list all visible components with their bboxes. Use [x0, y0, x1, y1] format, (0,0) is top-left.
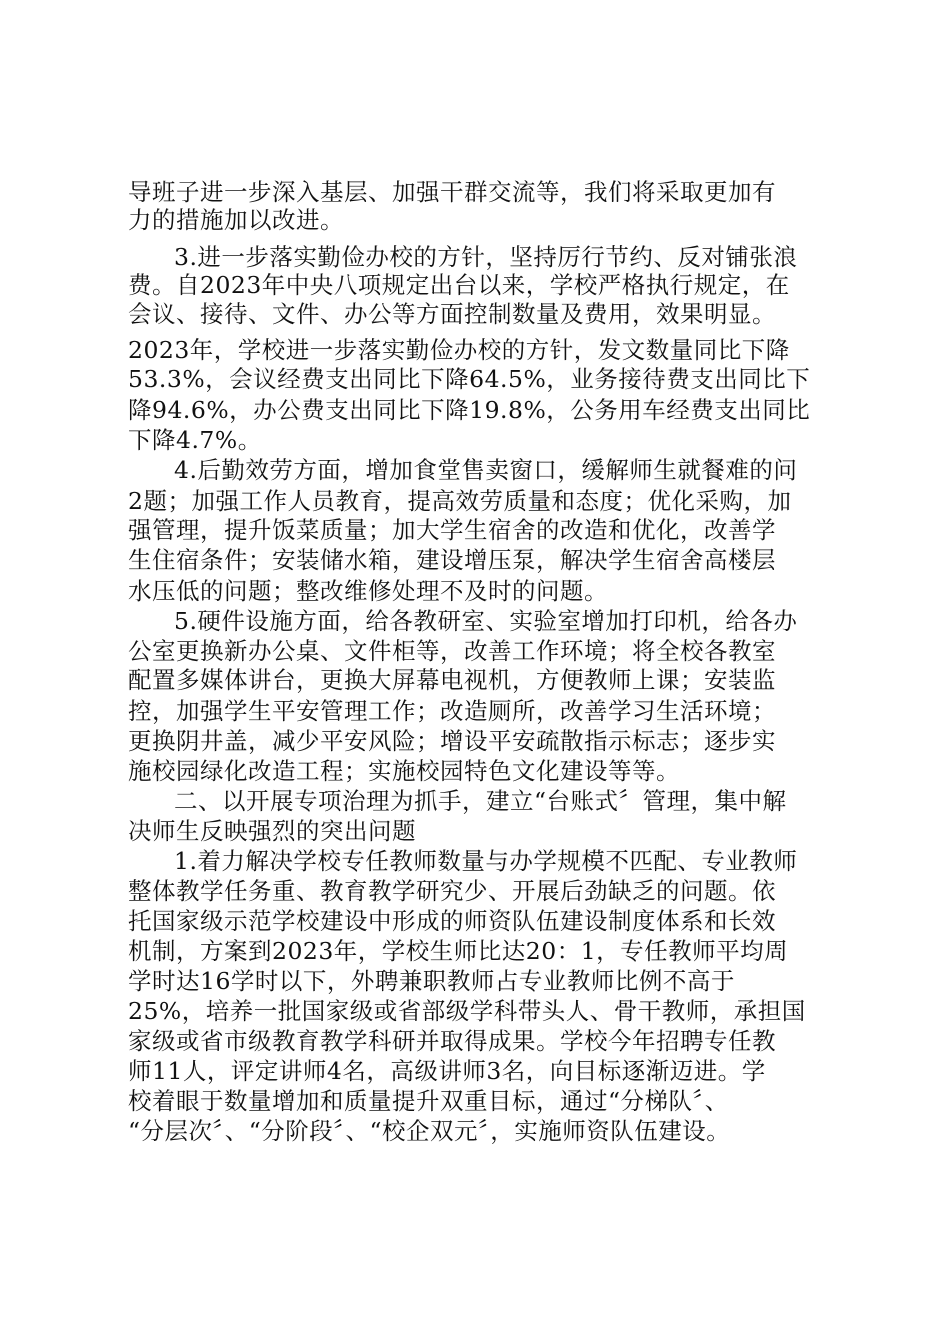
text-line: 3.进一步落实勤俭办校的方针，坚持厉行节约、反对铺张浪 — [174, 243, 798, 271]
text-line: 校着眼于数量增加和质量提升双重目标，通过“分梯队〞、 — [128, 1087, 729, 1115]
text-line: 学时达16学时以下，外聘兼职教师占专业教师比例不高于 — [128, 967, 735, 995]
text-line: 家级或省市级教育教学科研并取得成果。学校今年招聘专任教 — [128, 1027, 776, 1055]
text-line: 生住宿条件；安装储水箱，建设增压泵，解决学生宿舍高楼层 — [128, 546, 776, 574]
text-line: 机制，方案到2023年，学校生师比达20：1，专任教师平均周 — [128, 937, 789, 965]
text-line: 5.硬件设施方面，给各教研室、实验室增加打印机，给各办 — [174, 607, 798, 635]
text-line: 下降4.7%。 — [128, 426, 262, 454]
text-line: 2题；加强工作人员教育，提高效劳质量和态度；优化采购，加 — [128, 487, 792, 515]
text-line: 施校园绿化改造工程；实施校园特色文化建设等等。 — [128, 757, 680, 785]
text-line: 会议、接待、文件、办公等方面控制数量及费用，效果明显。 — [128, 300, 776, 328]
text-line: 4.后勤效劳方面，增加食堂售卖窗口，缓解师生就餐难的问 — [174, 456, 798, 484]
text-line: 更换阴井盖，减少平安风险；增设平安疏散指示标志；逐步实 — [128, 727, 776, 755]
text-line: 托国家级示范学校建设中形成的师资队伍建设制度体系和长效 — [128, 907, 776, 935]
section-heading: 决师生反映强烈的突出问题 — [128, 817, 416, 845]
text-line: 强管理，提升饭菜质量；加大学生宿舍的改造和优化，改善学 — [128, 516, 776, 544]
text-line: 53.3%，会议经费支出同比下降64.5%，业务接待费支出同比下 — [128, 365, 811, 393]
text-line: 费。自2023年中央八项规定出台以来，学校严格执行规定，在 — [128, 271, 790, 299]
text-line: 水压低的问题；整改维修处理不及时的问题。 — [128, 577, 608, 605]
text-line: 25%，培养一批国家级或省部级学科带头人、骨干教师，承担国 — [128, 997, 806, 1025]
text-line: 2023年，学校进一步落实勤俭办校的方针，发文数量同比下降 — [128, 336, 790, 364]
section-heading: 二、以开展专项治理为抓手，建立“台账式〞管理，集中解 — [174, 787, 787, 815]
text-line: 导班子进一步深入基层、加强干群交流等，我们将采取更加有 — [128, 178, 776, 206]
text-line: 整体教学任务重、教育教学研究少、开展后劲缺乏的问题。依 — [128, 877, 776, 905]
text-line: 1.着力解决学校专任教师数量与办学规模不匹配、专业教师 — [174, 847, 798, 875]
text-line: 控，加强学生平安管理工作；改造厕所，改善学习生活环境； — [128, 697, 776, 725]
text-line: 力的措施加以改进。 — [128, 206, 344, 234]
text-line: 配置多媒体讲台，更换大屏幕电视机，方便教师上课；安装监 — [128, 666, 776, 694]
text-line: 降94.6%，办公费支出同比下降19.8%，公务用车经费支出同比 — [128, 396, 811, 424]
text-line: “分层次〞、“分阶段〞、“校企双元〞，实施师资队伍建设。 — [128, 1117, 731, 1145]
text-line: 师11人，评定讲师4名，高级讲师3名，向目标逐渐迈进。学 — [128, 1057, 766, 1085]
text-line: 公室更换新办公桌、文件柜等，改善工作环境；将全校各教室 — [128, 637, 776, 665]
